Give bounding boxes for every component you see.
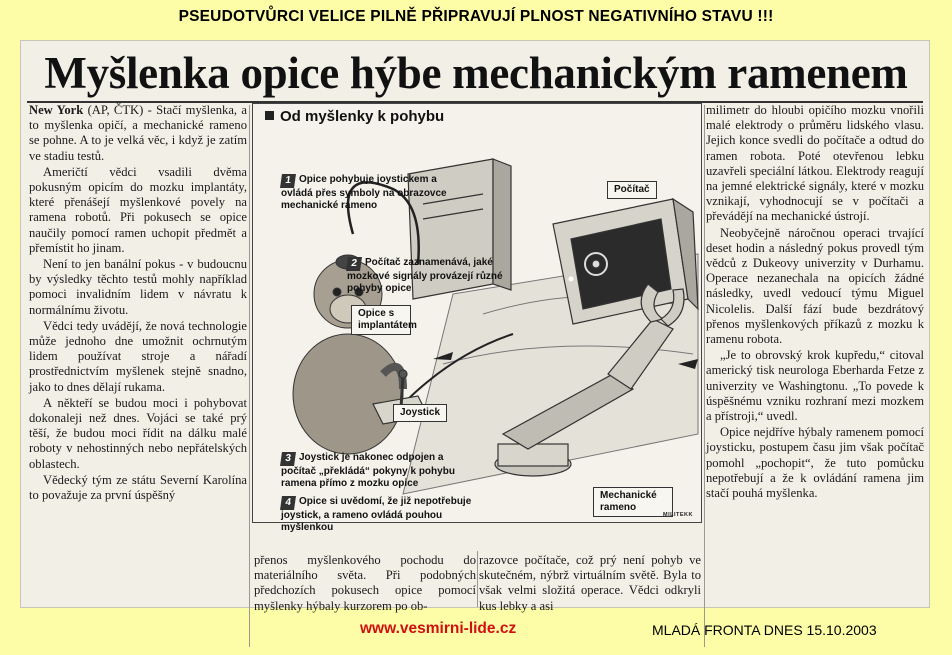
infographic-step-1: 1 Opice pohybuje joystickem a ovládá přes symboly na obrazovce mechanické rameno bbox=[281, 174, 447, 211]
column-divider bbox=[249, 105, 250, 647]
infographic-step-3: 3 Joystick je nakonec odpojen a počítač „překládá“ pokyny k pohybu ramena přímo z mozku opice bbox=[281, 452, 455, 489]
source-citation: MLADÁ FRONTA DNES 15.10.2003 bbox=[652, 622, 877, 638]
article-paragraph: Američtí vědci vsadili dvěma pokusným opicím do mozku implantáty, které přenášejí myšlenkové povely na ramena robotů. Při pokusech se opice naučily pomocí ramen uchopit předmět a přemístit ho jinam. bbox=[29, 164, 247, 255]
column-divider bbox=[477, 551, 478, 607]
article-paragraph: Neobyčejně náročnou operaci trvající deset hodin a následný pokus provedl tým vědců z Dukeovy univerzity v Durhamu. Operace nezanechala na opicích žádné následky, uvedl vedoucí týmu Miguel Nicolelis. Další fází bude bezdrátový přenos myšlenkových příkazů z mozku k ramenu robota. bbox=[706, 225, 924, 347]
article-paragraph: milimetr do hloubi opičího mozku vnořili malé elektrody o průměru lidského vlasu. Jejich konce svedli do počítače a odtud do ramen robota. Poté otevřenou lebku uzavřeli speciální látkou. Elektrody reagují na jemné elektrické signály, které v mozku vznikají, vyhodnocují se v počítači a převádějí na mechanické ústrojí. bbox=[706, 103, 924, 224]
column-divider bbox=[704, 105, 705, 647]
dateline: New York bbox=[29, 103, 84, 117]
article-column-bottom-middle bbox=[479, 553, 701, 615]
infographic-credit: MILITEKK bbox=[663, 512, 693, 518]
label-joystick: Joystick bbox=[393, 404, 447, 422]
infographic-step-2: 2 Počítač zaznamenává, jaké mozkové signály provázejí různé pohyby opice bbox=[347, 257, 503, 294]
article-paragraph: New York (AP, ČTK) - Stačí myšlenka, a to myšlenka opičí, a mechanické rameno se pohne. A to je velká věc, i když je zatím ve stadiu testů. bbox=[29, 103, 247, 163]
article-paragraph: „Je to obrovský krok kupředu,“ citoval americký tisk neurologa Eberharda Fetze z univerzity ve Washingtonu. „To povede k úspěšnému vzniku rozhraní mezi mozkem a přístroji,“ uvedl. bbox=[706, 348, 924, 424]
article-headline: Myšlenka opice hýbe mechanickým ramenem bbox=[44, 48, 908, 98]
article-paragraph: Vědci tedy uvádějí, že nová technologie může jednoho dne umožnit ochrnutým lidem používat stroje a nářadí prostřednictvím myšlenek stejně snadno, jako to dnes dělají rukama. bbox=[29, 318, 247, 394]
label-arm: Mechanické rameno bbox=[593, 487, 673, 517]
article-column-right bbox=[706, 103, 924, 502]
article-column-left bbox=[29, 103, 247, 504]
article-column-bottom-left bbox=[254, 553, 476, 615]
label-computer: Počítač bbox=[607, 181, 657, 199]
article-paragraph: přenos myšlenkového pochodu do materiálního světa. Při podobných předchozích pokusech opice pomocí myšlenky hýbaly kurzorem po ob- bbox=[254, 553, 476, 613]
infographic-title: Od myšlenky k pohybu bbox=[265, 108, 444, 125]
website-link[interactable]: www.vesmirni-lide.cz bbox=[360, 620, 517, 637]
article-paragraph: razovce počítače, což prý není pohyb ve skutečném, nýbrž virtuálním světě. Byla to však velmi složitá operace. Vědci odkryli kus lebky a asi bbox=[479, 553, 701, 613]
infographic bbox=[252, 103, 702, 533]
article-paragraph: Není to jen banální pokus - v budoucnu by výsledky těchto testů mohly například pomoci invalidním lidem v návratu k normálnímu životu. bbox=[29, 257, 247, 317]
newspaper-clipping bbox=[20, 40, 930, 613]
article-paragraph: Vědecký tým ze státu Severní Karolína to považuje za první úspěšný bbox=[29, 472, 247, 503]
article-paragraph: Opice nejdříve hýbaly ramenem pomocí joysticku, postupem času jim však počítač pomohl „pochopit“, že tuto pomůcku nepotřebují a že k ovládání ramena jim stačí pouhá myšlenka. bbox=[706, 425, 924, 501]
top-banner: PSEUDOTVŮRCI VELICE PILNĚ PŘIPRAVUJÍ PLNOST NEGATIVNÍHO STAVU !!! bbox=[178, 8, 774, 25]
infographic-step-4: 4 Opice si uvědomí, že již nepotřebuje joystick, a rameno ovládá pouhou myšlenkou bbox=[281, 496, 472, 533]
label-implant: Opice s implantátem bbox=[351, 305, 411, 335]
article-paragraph: A někteří se budou moci i pohybovat dokonaleji než dnes. Vojáci se také prý těší, že budou moci řídit na dálku malé roboty v nehostinných nebo nepřátelských oblastech. bbox=[29, 395, 247, 471]
